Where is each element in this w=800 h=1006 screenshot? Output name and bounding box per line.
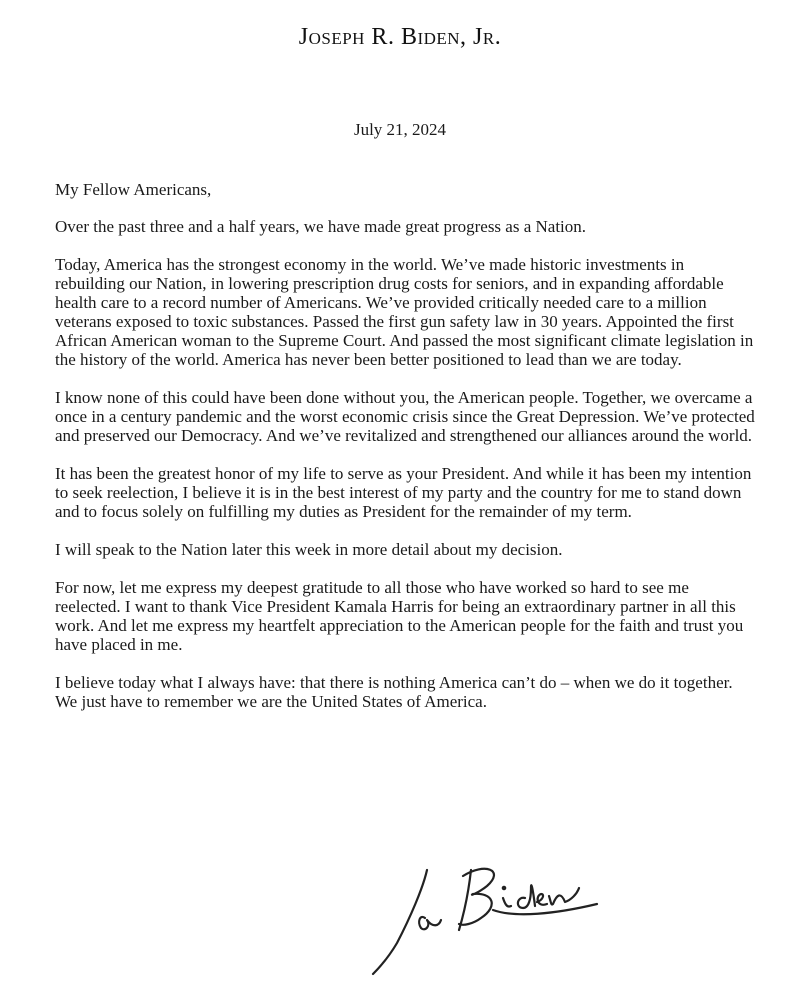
- signature-stroke-o: [419, 917, 441, 929]
- signature-stroke-d: [518, 885, 535, 908]
- letterhead: Joseph R. Biden, Jr.: [298, 24, 502, 50]
- signature-stroke-e: [537, 894, 547, 905]
- salutation: My Fellow Americans,: [55, 180, 212, 199]
- handwritten-signature: [365, 848, 625, 978]
- paragraph-address-nation: I will speak to the Nation later this week in more detail about my decision.: [55, 540, 563, 559]
- signature-dot: [503, 887, 505, 889]
- signature-stroke-n: [549, 888, 579, 905]
- signature-stroke-b-loops: [459, 869, 494, 925]
- paragraph-economy: Today, America has the strongest economy in the world. We’ve made historic investments in rebuilding our Nation, in lowering prescription drug costs for seniors, and in expanding affordable health care to a record number of Americans. We’ve provided critically needed care to a million veterans exposed to toxic substances. Passed the first gun safety law in 30 years. Appointed the first African American woman to the Supreme Court. And passed the most significant climate legislation in the history of the world. America has never been better positioned to lead than we are today.: [55, 255, 754, 369]
- paragraph-stand-down: It has been the greatest honor of my life to serve as your President. And while it has been my intention to seek reelection, I believe it is in the best interest of my party and the country for me to stand down and to focus solely on fulfilling my duties as President for the remainder of my term.: [55, 464, 752, 521]
- paragraph-american-people: I know none of this could have been done without you, the American people. Together, we overcame a once in a century pandemic and the worst economic crisis since the Great Depression. We’ve protected and preserved our Democracy. And we’ve revitalized and strengthened our alliances around the world.: [55, 388, 755, 445]
- signature-stroke-i: [503, 898, 511, 907]
- paragraph-gratitude: For now, let me express my deepest gratitude to all those who have worked so hard to see me reelected. I want to thank Vice President Kamala Harris for being an extraordinary partner in all this work. And let me express my heartfelt appreciation to the American people for the faith and trust you have placed in me.: [55, 578, 744, 654]
- paragraph-closing: I believe today what I always have: that there is nothing America can’t do – when we do it together. We just have to remember we are the United States of America.: [55, 673, 733, 711]
- letter-body: [55, 180, 755, 730]
- signature-stroke-b: [459, 870, 471, 930]
- letter-date: July 21, 2024: [353, 120, 447, 139]
- paragraph-progress: Over the past three and a half years, we have made great progress as a Nation.: [55, 217, 587, 236]
